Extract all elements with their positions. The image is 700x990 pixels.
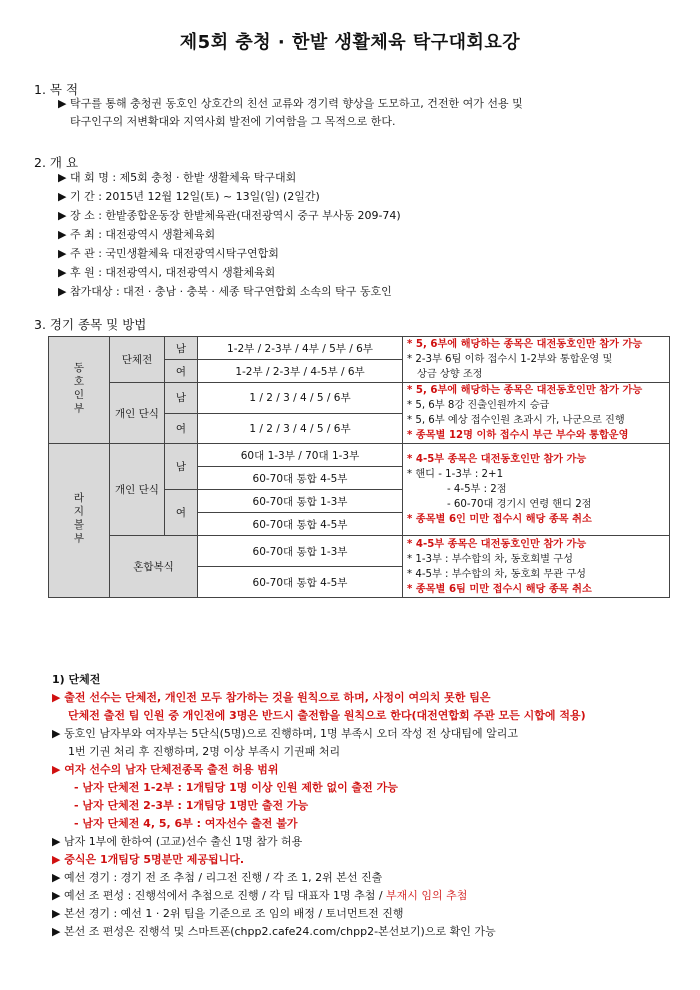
overview-item: ▶ 장 소 : 한밭종합운동장 한밭체육관(대전광역시 중구 부사동 209-74) [58, 209, 401, 222]
section-purpose-heading: 1. 목 적 [34, 82, 79, 97]
overview-item: ▶ 참가대상 : 대전 · 충남 · 충북 · 세종 탁구연합회 소속의 탁구 동호인 [58, 285, 392, 298]
rule-line: ▶ 출전 선수는 단체전, 개인전 모두 참가하는 것을 원칙으로 하며, 사정이 여의치 못한 팀은 [52, 691, 491, 704]
rule-line: ▶ 예선 조 편성 : 진행석에서 추첨으로 진행 / 각 팀 대표자 1명 추첨 / 부재시 임의 추첨 [52, 889, 468, 902]
team-rules-heading: 1) 단체전 [52, 673, 101, 686]
event-individual: 개인 단식 [110, 383, 165, 444]
gender-female: 여 [165, 490, 198, 536]
gender-male: 남 [165, 337, 198, 360]
rule-line: - 남자 단체전 1-2부 : 1개팀당 1명 이상 인원 제한 없이 출전 가능 [74, 781, 398, 794]
division-cell: 1 / 2 / 3 / 4 / 5 / 6부 [198, 383, 403, 414]
division-cell: 60-70대 통합 4-5부 [198, 567, 403, 598]
division-cell: 1-2부 / 2-3부 / 4-5부 / 6부 [198, 360, 403, 383]
notes-largeball: * 4-5부 종목은 대전동호인만 참가 가능 * 핸디 - 1-3부 : 2+1 - 4-5부 : 2점 - 60-70대 경기시 연령 핸디 2점 * 종목별 6인 미만 접수시 해당 종목 취소 [403, 444, 670, 536]
events-table [48, 336, 670, 598]
overview-item: ▶ 후 원 : 대전광역시, 대전광역시 생활체육회 [58, 266, 276, 279]
section-events-heading: 3. 경기 종목 및 방법 [34, 317, 147, 332]
purpose-line: ▶ 탁구를 통해 충청권 동호인 상호간의 친선 교류와 경기력 향상을 도모하고, 건전한 여가 선용 및 [58, 97, 523, 110]
rule-line: ▶ 본선 조 편성은 진행석 및 스마트폰(chpp2.cafe24.com/chpp2-본선보기)으로 확인 가능 [52, 925, 496, 938]
overview-item: ▶ 주 최 : 대전광역시 생활체육회 [58, 228, 216, 241]
division-cell: 60-70대 통합 1-3부 [198, 536, 403, 567]
rule-line: ▶ 여자 선수의 남자 단체전종목 출전 허용 범위 [52, 763, 279, 776]
category-largeball: 라지볼부 [49, 444, 110, 598]
division-cell: 60-70대 통합 4-5부 [198, 467, 403, 490]
overview-item: ▶ 대 회 명 : 제5회 충청 · 한밭 생활체육 탁구대회 [58, 171, 297, 184]
rule-line: 단체전 출전 팀 인원 중 개인전에 3명은 반드시 출전함을 원칙으로 한다(대전연합회 주관 모든 시합에 적용) [68, 709, 586, 722]
gender-male: 남 [165, 383, 198, 414]
rule-line: ▶ 중식은 1개팀당 5명분만 제공됩니다. [52, 853, 245, 866]
division-cell: 60대 1-3부 / 70대 1-3부 [198, 444, 403, 467]
notes-individual: * 5, 6부에 해당하는 종목은 대전동호인만 참가 가능 * 5, 6부 8강 진출인원까지 승급 * 5, 6부 예상 접수인원 초과시 가, 나군으로 진행 * 종목별 12명 이하 접수시 부근 부수와 통합운영 [403, 383, 670, 444]
rule-line: ▶ 동호인 남자부와 여자부는 5단식(5명)으로 진행하며, 1명 부족시 오더 작성 전 상대팀에 알리고 [52, 727, 519, 740]
page-title: 제5회 충청 · 한밭 생활체육 탁구대회요강 [179, 32, 521, 53]
event-team: 단체전 [110, 337, 165, 383]
rule-line: - 남자 단체전 2-3부 : 1개팀당 1명만 출전 가능 [74, 799, 309, 812]
event-individual: 개인 단식 [110, 444, 165, 536]
overview-item: ▶ 주 관 : 국민생활체육 대전광역시탁구연합회 [58, 247, 279, 260]
division-cell: 1 / 2 / 3 / 4 / 5 / 6부 [198, 413, 403, 444]
category-club: 동호인부 [49, 337, 110, 444]
purpose-line: 타구인구의 저변확대와 지역사회 발전에 기여함을 그 목적으로 한다. [70, 115, 396, 128]
rule-line: ▶ 본선 경기 : 예선 1 · 2위 팀을 기준으로 조 임의 배정 / 토너먼트전 진행 [52, 907, 404, 920]
event-mixed: 혼합복식 [110, 536, 198, 598]
gender-male: 남 [165, 444, 198, 490]
section-overview-heading: 2. 개 요 [34, 155, 79, 170]
notes-mixed: * 4-5부 종목은 대전동호인만 참가 가능 * 1-3부 : 부수합의 차, 동호회별 구성 * 4-5부 : 부수합의 차, 동호회 무관 구성 * 종목별 6팀 미만 접수시 해당 종목 취소 [403, 536, 670, 598]
rule-line: 1번 기권 처리 후 진행하며, 2명 이상 부족시 기권패 처리 [68, 745, 341, 758]
rule-line: ▶ 예선 경기 : 경기 전 조 추첨 / 리그전 진행 / 각 조 1, 2위 본선 진출 [52, 871, 383, 884]
division-cell: 1-2부 / 2-3부 / 4부 / 5부 / 6부 [198, 337, 403, 360]
rule-line: - 남자 단체전 4, 5, 6부 : 여자선수 출전 불가 [74, 817, 298, 830]
overview-item: ▶ 기 간 : 2015년 12월 12일(토) ~ 13일(일) (2일간) [58, 190, 320, 203]
division-cell: 60-70대 통합 1-3부 [198, 490, 403, 513]
rule-line: ▶ 남자 1부에 한하여 (고교)선수 출신 1명 참가 허용 [52, 835, 303, 848]
notes-team: * 5, 6부에 해당하는 종목은 대전동호인만 참가 가능 * 2-3부 6팀 이하 접수시 1-2부와 통합운영 및 상금 상향 조정 [403, 337, 670, 383]
gender-female: 여 [165, 413, 198, 444]
gender-female: 여 [165, 360, 198, 383]
division-cell: 60-70대 통합 4-5부 [198, 513, 403, 536]
